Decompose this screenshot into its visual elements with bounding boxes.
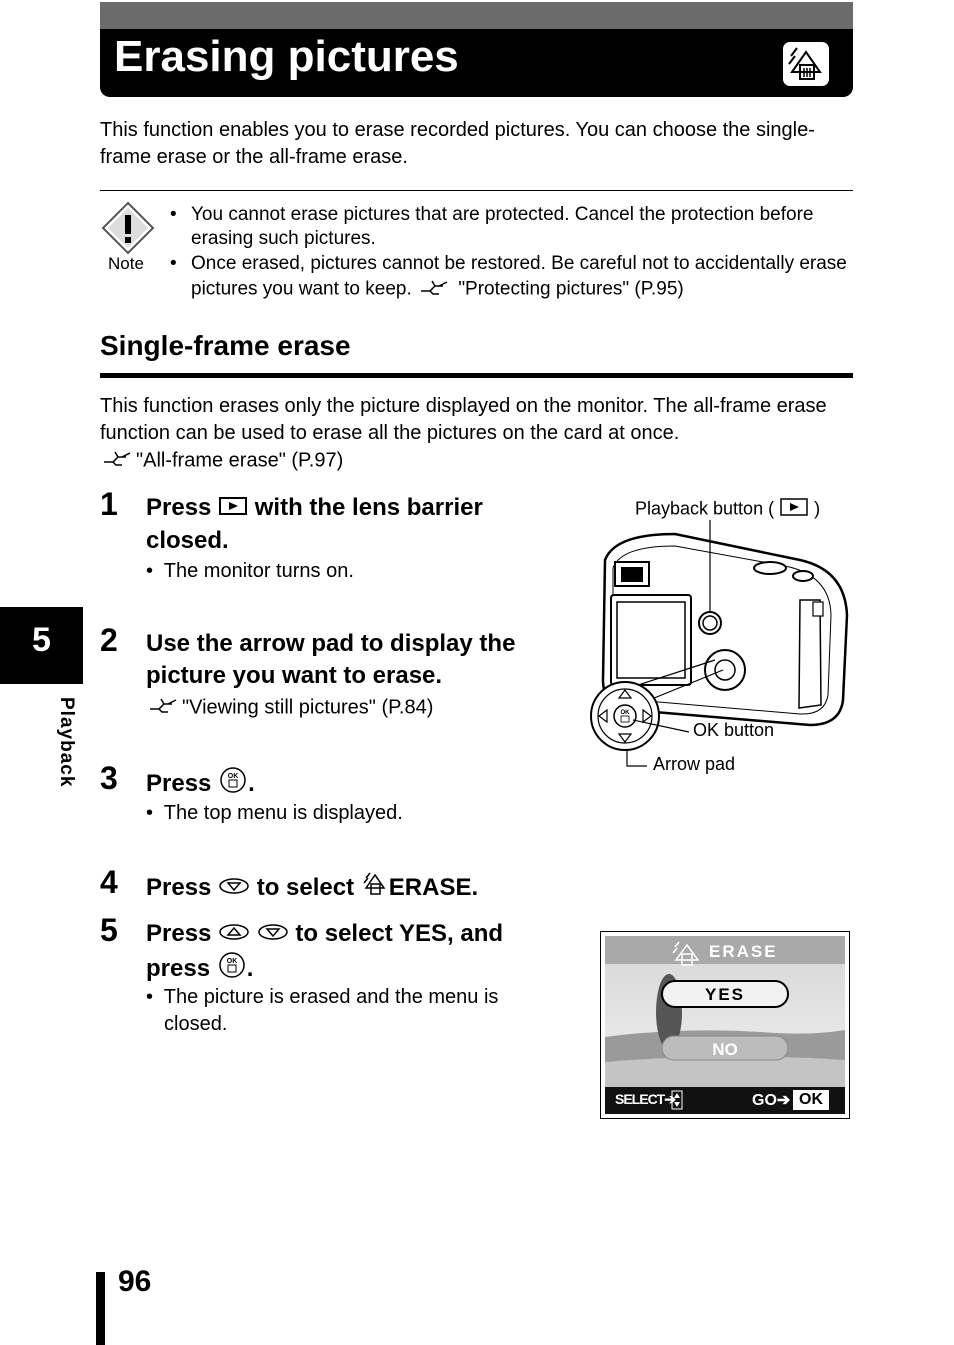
erase-menu-screen	[600, 931, 850, 1119]
step-number: 3	[100, 760, 118, 796]
step-3-note	[146, 800, 403, 827]
screen-title: ERASE	[709, 942, 778, 961]
step-text: Press	[146, 920, 212, 947]
step-text: .	[246, 954, 254, 982]
step-text: press	[146, 954, 211, 982]
ok-button-label: OK button	[693, 720, 775, 740]
note-item-text: Once erased, pictures cannot be restored. Be careful not to accidentally erase pictures you want to keep.	[191, 253, 847, 300]
svg-text:OK: OK	[620, 710, 630, 716]
step-1-heading	[146, 492, 483, 557]
ok-button-icon	[217, 951, 247, 988]
screen-select-label: SELECT➔	[615, 1091, 675, 1107]
section-divider	[100, 373, 853, 378]
step-text: Press	[146, 494, 212, 521]
note-list	[170, 203, 860, 304]
svg-text:OK: OK	[226, 957, 237, 965]
step-3-heading	[146, 766, 255, 803]
playback-icon	[218, 493, 248, 525]
note-item-text: You cannot erase pictures that are protected. Cancel the protection before erasing such pictures.	[191, 204, 814, 249]
page-number: 96	[118, 1265, 152, 1298]
arrow-pad-label: Arrow pad	[653, 754, 736, 774]
step-2-heading	[146, 628, 515, 692]
step-text: .	[248, 769, 255, 797]
svg-text:OK: OK	[227, 773, 239, 780]
label-text: Playback button (	[635, 498, 775, 519]
bullet: •	[146, 986, 154, 1008]
ok-button-icon	[218, 766, 248, 803]
note-label: Note	[108, 254, 144, 273]
screen-option-yes: YES	[704, 985, 746, 1004]
page-title: Erasing pictures	[114, 32, 459, 81]
step-text: closed.	[146, 526, 229, 554]
erase-icon	[361, 870, 389, 907]
label-text: )	[814, 498, 821, 519]
playback-button-label	[635, 497, 820, 522]
arrow-down-icon	[257, 919, 289, 951]
step-text: with the lens barrier	[254, 494, 483, 521]
screen-go-label: GO➔	[752, 1092, 791, 1109]
step-number: 4	[100, 864, 118, 900]
step-text: to select	[256, 873, 355, 901]
bullet: •	[170, 204, 177, 225]
erase-icon	[783, 42, 829, 86]
section-intro-text: This function erases only the picture displayed on the monitor. The all-frame erase function can be used to erase all the pictures on the card at once.	[100, 395, 827, 444]
arrow-up-icon	[218, 919, 250, 951]
screen-select-text: SELECT	[615, 1091, 665, 1107]
step-note-text: closed.	[164, 1013, 228, 1035]
step-reference: "Viewing still pictures" (P.84)	[182, 696, 434, 719]
note-item	[170, 252, 860, 303]
arrow-down-icon	[218, 873, 250, 905]
section-intro	[100, 393, 860, 475]
step-1-note	[146, 558, 354, 585]
chapter-number: 5	[32, 621, 51, 659]
camera-illustration	[585, 520, 855, 780]
step-text: picture you want to erase.	[146, 662, 443, 689]
section-reference: "All-frame erase" (P.97)	[136, 449, 344, 472]
step-number: 5	[100, 912, 118, 948]
step-text: Press	[146, 873, 212, 901]
step-number: 2	[100, 622, 118, 658]
bullet: •	[146, 802, 154, 824]
step-number: 1	[100, 486, 118, 522]
step-note-text: The monitor turns on.	[163, 560, 354, 582]
playback-icon	[779, 497, 809, 522]
reference-hand-icon	[100, 447, 136, 475]
step-text: Use the arrow pad to display the	[146, 630, 516, 657]
step-text: ERASE.	[388, 873, 479, 901]
note-item	[170, 203, 860, 251]
step-5-heading	[146, 918, 503, 988]
divider	[100, 190, 853, 191]
section-title: Single-frame erase	[100, 330, 351, 361]
screen-go-text: GO	[752, 1092, 777, 1109]
screen-option-no: NO	[712, 1040, 738, 1059]
page-number-bar	[96, 1272, 105, 1345]
step-4-heading	[146, 870, 478, 907]
note-reference: "Protecting pictures" (P.95)	[458, 278, 684, 300]
title-bar	[100, 2, 853, 97]
title-top-strip	[100, 2, 853, 29]
step-text: to select YES, and	[295, 920, 504, 947]
step-text: Press	[146, 769, 212, 797]
step-2-reference	[146, 694, 433, 722]
reference-hand-icon	[146, 694, 182, 722]
step-note-text: The picture is erased and the menu is	[163, 986, 499, 1008]
bullet: •	[146, 560, 154, 582]
step-5-note	[146, 984, 498, 1038]
chapter-label: Playback	[56, 697, 77, 788]
step-note-text: The top menu is displayed.	[163, 802, 403, 824]
bullet: •	[170, 253, 177, 274]
intro-paragraph: This function enables you to erase recorded pictures. You can choose the single-frame erase or the all-frame erase.	[100, 119, 815, 168]
reference-hand-icon	[417, 276, 453, 303]
screen-ok-badge: OK	[799, 1091, 823, 1108]
